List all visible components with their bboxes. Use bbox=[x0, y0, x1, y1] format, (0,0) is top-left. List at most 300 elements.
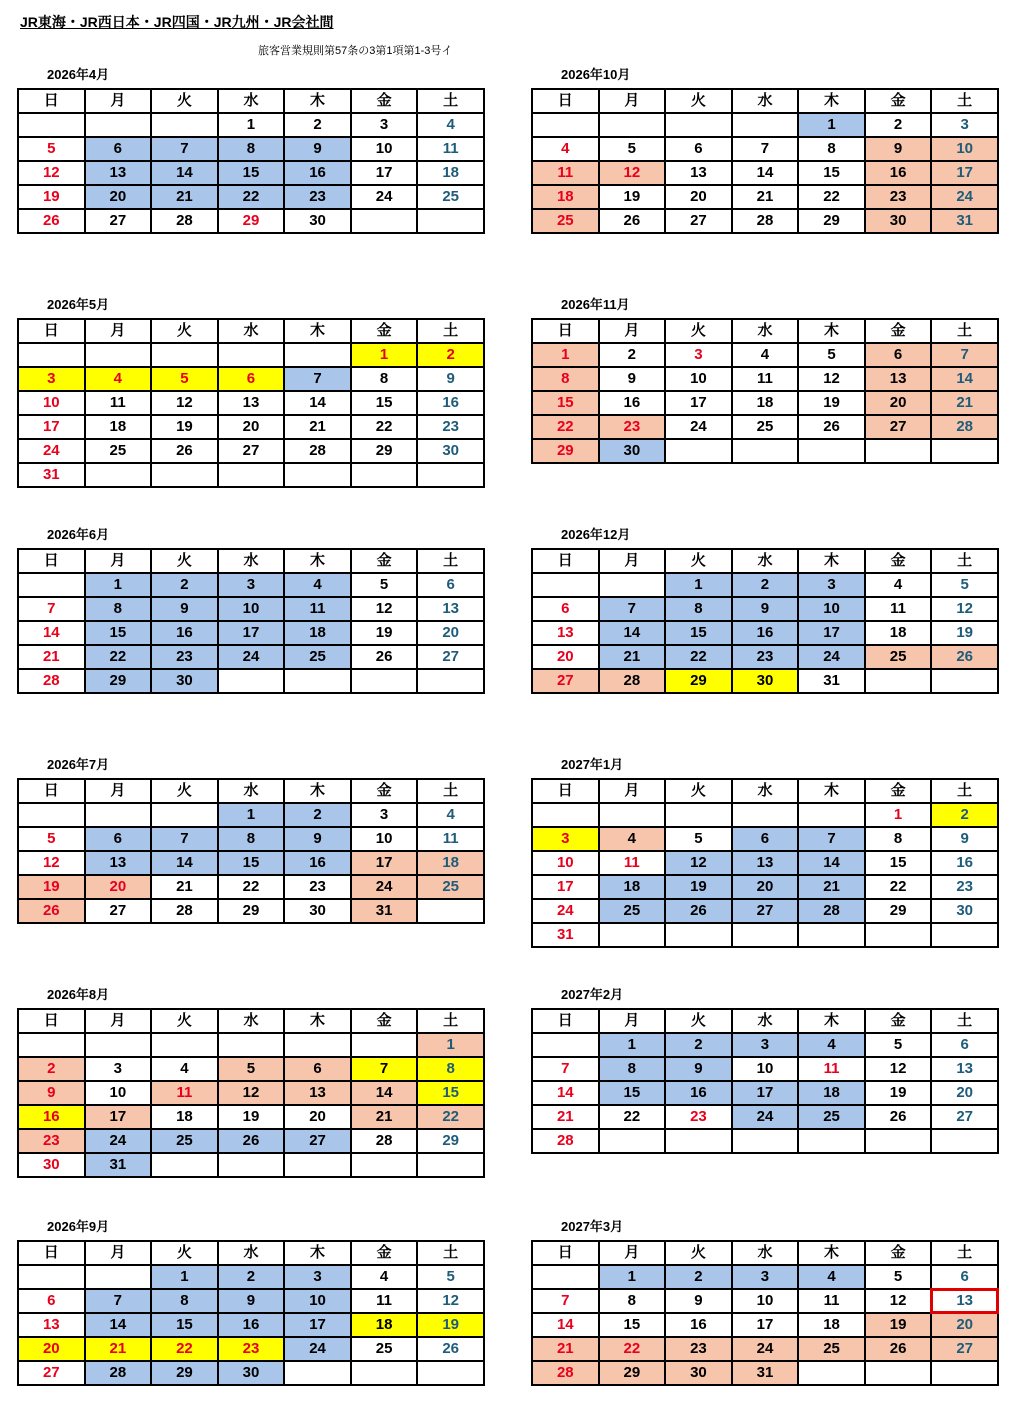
day-cell: 10 bbox=[732, 1289, 799, 1313]
day-cell: 26 bbox=[151, 439, 218, 463]
weekday-header: 土 bbox=[417, 1009, 484, 1033]
weekday-header: 土 bbox=[417, 89, 484, 113]
month-title: 2026年7月 bbox=[47, 757, 110, 772]
day-cell: 22 bbox=[85, 645, 152, 669]
month-calendar bbox=[17, 67, 485, 234]
day-cell: 14 bbox=[931, 367, 998, 391]
weekday-header: 木 bbox=[284, 89, 351, 113]
day-cell: 28 bbox=[931, 415, 998, 439]
week-row bbox=[532, 415, 998, 439]
empty-day-cell bbox=[732, 439, 799, 463]
day-cell: 23 bbox=[218, 1337, 285, 1361]
day-cell: 4 bbox=[351, 1265, 418, 1289]
day-cell: 21 bbox=[931, 391, 998, 415]
day-cell: 21 bbox=[351, 1105, 418, 1129]
week-row bbox=[18, 137, 484, 161]
day-cell: 5 bbox=[599, 137, 666, 161]
week-row bbox=[18, 1153, 484, 1177]
day-cell: 6 bbox=[532, 597, 599, 621]
day-cell: 3 bbox=[284, 1265, 351, 1289]
day-cell: 24 bbox=[732, 1105, 799, 1129]
empty-day-cell bbox=[351, 669, 418, 693]
day-cell: 26 bbox=[18, 899, 85, 923]
day-cell: 17 bbox=[18, 415, 85, 439]
empty-day-cell bbox=[599, 113, 666, 137]
day-cell: 27 bbox=[732, 899, 799, 923]
day-cell: 27 bbox=[417, 645, 484, 669]
empty-day-cell bbox=[218, 1153, 285, 1177]
weekday-header-row bbox=[532, 89, 998, 113]
day-cell: 23 bbox=[284, 185, 351, 209]
day-cell: 2 bbox=[665, 1265, 732, 1289]
day-cell: 9 bbox=[284, 827, 351, 851]
day-cell: 10 bbox=[351, 137, 418, 161]
day-cell: 3 bbox=[732, 1265, 799, 1289]
month-title: 2027年3月 bbox=[561, 1219, 624, 1234]
day-cell: 28 bbox=[151, 899, 218, 923]
day-cell: 23 bbox=[284, 875, 351, 899]
day-cell: 11 bbox=[532, 161, 599, 185]
week-row bbox=[18, 1337, 484, 1361]
weekday-header: 金 bbox=[865, 1009, 932, 1033]
empty-day-cell bbox=[417, 1153, 484, 1177]
day-cell: 10 bbox=[218, 597, 285, 621]
day-cell: 25 bbox=[865, 645, 932, 669]
day-cell: 4 bbox=[865, 573, 932, 597]
day-cell: 11 bbox=[599, 851, 666, 875]
day-cell: 4 bbox=[732, 343, 799, 367]
empty-day-cell bbox=[85, 1265, 152, 1289]
day-cell: 13 bbox=[532, 621, 599, 645]
day-cell: 30 bbox=[284, 209, 351, 233]
day-cell: 29 bbox=[218, 209, 285, 233]
day-cell: 20 bbox=[931, 1313, 998, 1337]
day-cell: 25 bbox=[732, 415, 799, 439]
week-row bbox=[18, 161, 484, 185]
empty-day-cell bbox=[798, 923, 865, 947]
day-cell: 23 bbox=[865, 185, 932, 209]
day-cell: 24 bbox=[931, 185, 998, 209]
day-cell: 18 bbox=[351, 1313, 418, 1337]
weekday-header: 月 bbox=[599, 89, 666, 113]
week-row bbox=[532, 621, 998, 645]
day-cell: 19 bbox=[798, 391, 865, 415]
day-cell: 10 bbox=[732, 1057, 799, 1081]
day-cell: 7 bbox=[351, 1057, 418, 1081]
day-cell: 29 bbox=[665, 669, 732, 693]
weekday-header: 日 bbox=[18, 549, 85, 573]
weekday-header: 日 bbox=[18, 89, 85, 113]
day-cell: 8 bbox=[417, 1057, 484, 1081]
weekday-header: 火 bbox=[665, 779, 732, 803]
empty-day-cell bbox=[665, 803, 732, 827]
week-row bbox=[532, 367, 998, 391]
day-cell: 19 bbox=[18, 185, 85, 209]
weekday-header: 金 bbox=[865, 89, 932, 113]
month-calendar bbox=[531, 297, 999, 464]
day-cell: 10 bbox=[665, 367, 732, 391]
day-cell: 19 bbox=[931, 621, 998, 645]
weekday-header: 金 bbox=[865, 1241, 932, 1265]
weekday-header: 水 bbox=[218, 779, 285, 803]
day-cell: 3 bbox=[85, 1057, 152, 1081]
empty-day-cell bbox=[732, 113, 799, 137]
empty-day-cell bbox=[85, 803, 152, 827]
empty-day-cell bbox=[532, 1033, 599, 1057]
day-cell: 5 bbox=[18, 827, 85, 851]
weekday-header: 月 bbox=[85, 549, 152, 573]
day-cell: 2 bbox=[599, 343, 666, 367]
weekday-header: 土 bbox=[931, 89, 998, 113]
day-cell: 7 bbox=[599, 597, 666, 621]
day-cell: 24 bbox=[284, 1337, 351, 1361]
week-row bbox=[532, 669, 998, 693]
weekday-header: 金 bbox=[865, 779, 932, 803]
weekday-header-row bbox=[18, 319, 484, 343]
day-cell: 12 bbox=[931, 597, 998, 621]
day-cell: 12 bbox=[151, 391, 218, 415]
week-row bbox=[532, 439, 998, 463]
day-cell: 25 bbox=[599, 899, 666, 923]
day-cell: 6 bbox=[284, 1057, 351, 1081]
empty-day-cell bbox=[284, 1153, 351, 1177]
week-row bbox=[532, 113, 998, 137]
week-row bbox=[532, 1033, 998, 1057]
weekday-header: 月 bbox=[85, 1241, 152, 1265]
empty-day-cell bbox=[218, 343, 285, 367]
day-cell: 2 bbox=[417, 343, 484, 367]
empty-day-cell bbox=[931, 1129, 998, 1153]
weekday-header: 土 bbox=[931, 779, 998, 803]
empty-day-cell bbox=[931, 439, 998, 463]
weekday-header: 月 bbox=[85, 89, 152, 113]
day-cell: 15 bbox=[599, 1081, 666, 1105]
empty-day-cell bbox=[351, 1033, 418, 1057]
day-cell: 2 bbox=[151, 573, 218, 597]
day-cell: 3 bbox=[732, 1033, 799, 1057]
day-cell: 13 bbox=[732, 851, 799, 875]
weekday-header: 土 bbox=[417, 549, 484, 573]
day-cell: 24 bbox=[351, 185, 418, 209]
day-cell: 14 bbox=[599, 621, 666, 645]
day-cell: 30 bbox=[732, 669, 799, 693]
day-cell: 1 bbox=[599, 1033, 666, 1057]
day-cell: 17 bbox=[732, 1081, 799, 1105]
day-cell: 22 bbox=[218, 185, 285, 209]
day-cell: 11 bbox=[865, 597, 932, 621]
day-cell: 5 bbox=[931, 573, 998, 597]
day-cell: 19 bbox=[865, 1313, 932, 1337]
calendar-table bbox=[531, 778, 999, 948]
week-row bbox=[18, 1105, 484, 1129]
week-row bbox=[532, 209, 998, 233]
day-cell: 9 bbox=[151, 597, 218, 621]
day-cell: 6 bbox=[931, 1265, 998, 1289]
day-cell: 21 bbox=[284, 415, 351, 439]
weekday-header: 水 bbox=[732, 319, 799, 343]
day-cell: 16 bbox=[665, 1081, 732, 1105]
day-cell: 9 bbox=[599, 367, 666, 391]
day-cell: 16 bbox=[151, 621, 218, 645]
week-row bbox=[18, 1129, 484, 1153]
weekday-header: 木 bbox=[798, 779, 865, 803]
weekday-header: 土 bbox=[931, 549, 998, 573]
day-cell: 21 bbox=[151, 185, 218, 209]
week-row bbox=[18, 1033, 484, 1057]
day-cell: 15 bbox=[665, 621, 732, 645]
weekday-header: 月 bbox=[599, 779, 666, 803]
weekday-header: 土 bbox=[931, 1009, 998, 1033]
calendar-table bbox=[531, 318, 999, 464]
day-cell: 18 bbox=[798, 1081, 865, 1105]
week-row bbox=[532, 137, 998, 161]
day-cell: 4 bbox=[151, 1057, 218, 1081]
day-cell: 28 bbox=[85, 1361, 152, 1385]
week-row bbox=[18, 1057, 484, 1081]
day-cell: 3 bbox=[218, 573, 285, 597]
month-title: 2026年11月 bbox=[561, 297, 630, 312]
day-cell: 12 bbox=[865, 1057, 932, 1081]
day-cell: 16 bbox=[417, 391, 484, 415]
week-row bbox=[532, 597, 998, 621]
day-cell: 12 bbox=[599, 161, 666, 185]
calendar-table bbox=[17, 88, 485, 234]
weekday-header: 火 bbox=[665, 89, 732, 113]
day-cell: 8 bbox=[865, 827, 932, 851]
day-cell: 3 bbox=[665, 343, 732, 367]
month-title: 2026年10月 bbox=[561, 67, 631, 82]
month-title: 2026年5月 bbox=[47, 297, 110, 312]
day-cell: 7 bbox=[798, 827, 865, 851]
day-cell: 10 bbox=[532, 851, 599, 875]
empty-day-cell bbox=[151, 803, 218, 827]
day-cell: 9 bbox=[218, 1289, 285, 1313]
weekday-header: 木 bbox=[284, 549, 351, 573]
day-cell: 3 bbox=[798, 573, 865, 597]
weekday-header: 月 bbox=[599, 319, 666, 343]
day-cell: 4 bbox=[798, 1265, 865, 1289]
day-cell: 29 bbox=[599, 1361, 666, 1385]
weekday-header: 火 bbox=[151, 1241, 218, 1265]
day-cell: 11 bbox=[151, 1081, 218, 1105]
weekday-header: 金 bbox=[351, 89, 418, 113]
day-cell: 24 bbox=[532, 899, 599, 923]
empty-day-cell bbox=[732, 923, 799, 947]
day-cell: 11 bbox=[417, 827, 484, 851]
weekday-header: 木 bbox=[798, 1009, 865, 1033]
day-cell: 30 bbox=[284, 899, 351, 923]
day-cell: 14 bbox=[732, 161, 799, 185]
day-cell: 7 bbox=[151, 827, 218, 851]
empty-day-cell bbox=[284, 1033, 351, 1057]
empty-day-cell bbox=[18, 1265, 85, 1289]
day-cell: 17 bbox=[798, 621, 865, 645]
day-cell: 31 bbox=[931, 209, 998, 233]
month-title: 2026年4月 bbox=[47, 67, 110, 82]
empty-day-cell bbox=[284, 343, 351, 367]
day-cell: 19 bbox=[665, 875, 732, 899]
day-cell: 4 bbox=[798, 1033, 865, 1057]
week-row bbox=[532, 391, 998, 415]
day-cell: 28 bbox=[532, 1129, 599, 1153]
empty-day-cell bbox=[798, 439, 865, 463]
page-subtitle: 旅客営業規則第57条の3第1項第1-3号イ bbox=[258, 45, 453, 57]
empty-day-cell bbox=[665, 439, 732, 463]
day-cell: 30 bbox=[865, 209, 932, 233]
day-cell: 15 bbox=[218, 161, 285, 185]
weekday-header: 日 bbox=[18, 779, 85, 803]
week-row bbox=[532, 1265, 998, 1289]
weekday-header-row bbox=[532, 319, 998, 343]
day-cell: 31 bbox=[732, 1361, 799, 1385]
day-cell: 17 bbox=[284, 1313, 351, 1337]
day-cell: 30 bbox=[599, 439, 666, 463]
day-cell: 19 bbox=[218, 1105, 285, 1129]
day-cell: 17 bbox=[665, 391, 732, 415]
week-row bbox=[18, 1289, 484, 1313]
week-row bbox=[18, 621, 484, 645]
day-cell: 18 bbox=[284, 621, 351, 645]
day-cell: 16 bbox=[665, 1313, 732, 1337]
weekday-header: 金 bbox=[865, 549, 932, 573]
day-cell: 21 bbox=[532, 1337, 599, 1361]
day-cell: 26 bbox=[351, 645, 418, 669]
day-cell: 20 bbox=[532, 645, 599, 669]
day-cell: 20 bbox=[417, 621, 484, 645]
weekday-header: 木 bbox=[284, 319, 351, 343]
week-row bbox=[18, 185, 484, 209]
weekday-header: 水 bbox=[732, 1009, 799, 1033]
weekday-header: 水 bbox=[732, 549, 799, 573]
day-cell: 17 bbox=[732, 1313, 799, 1337]
weekday-header: 日 bbox=[532, 319, 599, 343]
weekday-header: 火 bbox=[665, 1241, 732, 1265]
day-cell: 9 bbox=[865, 137, 932, 161]
day-cell: 15 bbox=[865, 851, 932, 875]
day-cell: 10 bbox=[85, 1081, 152, 1105]
month-calendar bbox=[17, 1219, 485, 1386]
weekday-header: 火 bbox=[665, 549, 732, 573]
empty-day-cell bbox=[351, 209, 418, 233]
day-cell: 19 bbox=[599, 185, 666, 209]
day-cell: 7 bbox=[284, 367, 351, 391]
weekday-header: 木 bbox=[798, 1241, 865, 1265]
empty-day-cell bbox=[798, 1129, 865, 1153]
day-cell: 23 bbox=[417, 415, 484, 439]
calendar-table bbox=[531, 1240, 999, 1386]
day-cell: 6 bbox=[18, 1289, 85, 1313]
week-row bbox=[532, 803, 998, 827]
empty-day-cell bbox=[599, 573, 666, 597]
day-cell: 6 bbox=[665, 137, 732, 161]
day-cell: 14 bbox=[151, 851, 218, 875]
weekday-header-row bbox=[532, 1009, 998, 1033]
day-cell: 1 bbox=[865, 803, 932, 827]
weekday-header: 土 bbox=[417, 779, 484, 803]
day-cell: 7 bbox=[18, 597, 85, 621]
day-cell: 8 bbox=[218, 137, 285, 161]
day-cell: 14 bbox=[532, 1313, 599, 1337]
day-cell: 20 bbox=[218, 415, 285, 439]
week-row bbox=[532, 1129, 998, 1153]
weekday-header: 火 bbox=[151, 1009, 218, 1033]
day-cell: 10 bbox=[798, 597, 865, 621]
day-cell: 17 bbox=[351, 851, 418, 875]
weekday-header-row bbox=[18, 1009, 484, 1033]
day-cell: 1 bbox=[151, 1265, 218, 1289]
day-cell: 31 bbox=[532, 923, 599, 947]
page-title: JR東海・JR西日本・JR四国・JR九州・JR会社間 bbox=[20, 14, 334, 30]
day-cell: 12 bbox=[665, 851, 732, 875]
day-cell: 4 bbox=[284, 573, 351, 597]
day-cell: 15 bbox=[532, 391, 599, 415]
day-cell: 24 bbox=[18, 439, 85, 463]
calendar-table bbox=[17, 318, 485, 488]
day-cell: 14 bbox=[532, 1081, 599, 1105]
day-cell: 6 bbox=[85, 137, 152, 161]
day-cell: 12 bbox=[218, 1081, 285, 1105]
week-row bbox=[18, 875, 484, 899]
day-cell: 15 bbox=[151, 1313, 218, 1337]
day-cell: 29 bbox=[151, 1361, 218, 1385]
day-cell: 25 bbox=[284, 645, 351, 669]
day-cell: 1 bbox=[599, 1265, 666, 1289]
day-cell: 8 bbox=[532, 367, 599, 391]
day-cell: 18 bbox=[417, 161, 484, 185]
empty-day-cell bbox=[532, 803, 599, 827]
day-cell: 23 bbox=[931, 875, 998, 899]
day-cell: 22 bbox=[665, 645, 732, 669]
day-cell: 18 bbox=[151, 1105, 218, 1129]
week-row bbox=[18, 439, 484, 463]
day-cell: 25 bbox=[798, 1105, 865, 1129]
day-cell: 17 bbox=[351, 161, 418, 185]
day-cell: 25 bbox=[417, 875, 484, 899]
week-row bbox=[532, 1361, 998, 1385]
day-cell: 20 bbox=[85, 185, 152, 209]
empty-day-cell bbox=[417, 209, 484, 233]
month-calendar bbox=[531, 1219, 999, 1386]
day-cell: 16 bbox=[284, 851, 351, 875]
empty-day-cell bbox=[151, 463, 218, 487]
week-row bbox=[532, 899, 998, 923]
empty-day-cell bbox=[931, 669, 998, 693]
day-cell: 28 bbox=[532, 1361, 599, 1385]
week-row bbox=[18, 1081, 484, 1105]
weekday-header: 月 bbox=[85, 319, 152, 343]
day-cell: 16 bbox=[599, 391, 666, 415]
day-cell: 23 bbox=[732, 645, 799, 669]
week-row bbox=[18, 669, 484, 693]
month-calendar bbox=[17, 297, 485, 488]
empty-day-cell bbox=[931, 923, 998, 947]
month-calendar bbox=[531, 67, 999, 234]
empty-day-cell bbox=[865, 669, 932, 693]
day-cell: 15 bbox=[85, 621, 152, 645]
day-cell: 23 bbox=[665, 1337, 732, 1361]
day-cell: 2 bbox=[732, 573, 799, 597]
day-cell: 31 bbox=[798, 669, 865, 693]
day-cell: 14 bbox=[284, 391, 351, 415]
weekday-header: 木 bbox=[798, 319, 865, 343]
day-cell: 27 bbox=[532, 669, 599, 693]
day-cell: 15 bbox=[599, 1313, 666, 1337]
day-cell: 9 bbox=[417, 367, 484, 391]
weekday-header: 金 bbox=[351, 779, 418, 803]
day-cell: 30 bbox=[18, 1153, 85, 1177]
week-row bbox=[532, 1105, 998, 1129]
day-cell: 11 bbox=[732, 367, 799, 391]
